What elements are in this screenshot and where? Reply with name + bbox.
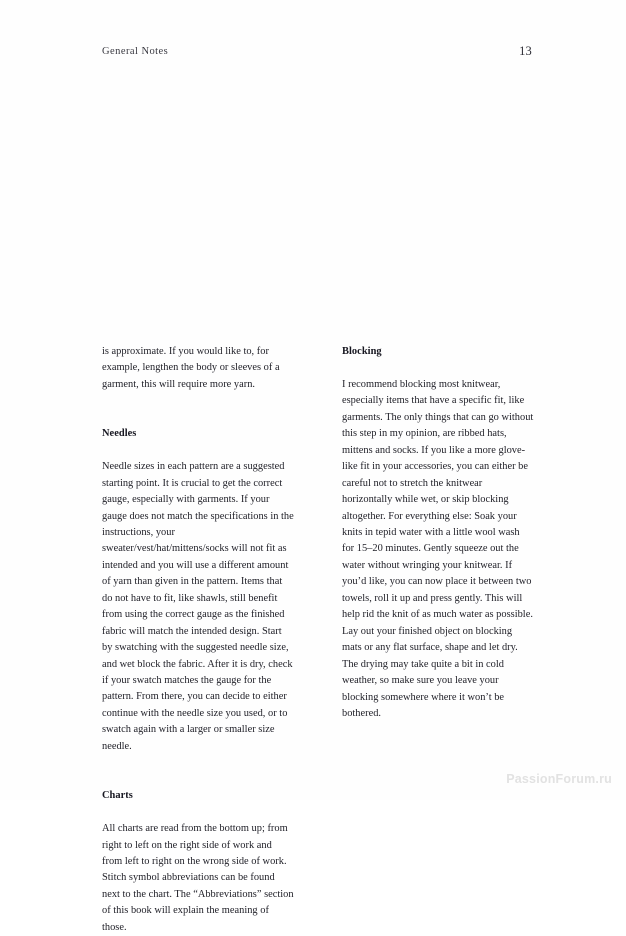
text-columns [102, 344, 534, 936]
section-heading-charts: Charts [102, 790, 133, 802]
section-body-needles: Needle sizes in each pattern are a suggested starting point. It is crucial to get the correct gauge, especially with garments. If your gauge does not match the specifications in the instructions, your sweater/vest/hat/mittens/socks will not fit as intended and you will use a different amount of yarn than given in the pattern. Items that do not have to fit, like shawls, still benefit from using the correct gauge as the finished fabric will match the intended design. Start by swatching with the suggested needle size, and wet block the fabric. After it is dry, check if your swatch matches the gauge for the pattern. From there, you can decide to either continue with the needle size you used, or to swatch again with a larger or smaller size needle. [102, 461, 294, 752]
column-right [342, 344, 534, 936]
section-heading-needles: Needles [102, 428, 137, 440]
column-left [102, 344, 294, 936]
running-head [102, 46, 532, 66]
section-heading-blocking: Blocking [342, 346, 382, 357]
page-number: 13 [519, 44, 532, 58]
watermark: PassionForum.ru [506, 772, 612, 786]
section-body-blocking: I recommend blocking most knitwear, especially items that have a specific fit, like garments. The only things that can go without this step in my opinion, are ribbed hats, mittens and socks. If you like a more glove-like fit in your accessories, you can either be careful not to stretch the knitwear horizontally while wet, or skip blocking altogether. For everything else: Soak your knits in tepid water with a little wool wash for 15–20 minutes. Gently squeeze out the water without wringing your knitwear. If you’d like, you can now place it between two towels, roll it up and press gently. This will help rid the knit of as much water as possible. Lay out your finished object on blocking mats or any flat surface, shape and let dry. The drying may take quite a bit in cold weather, so make sure you leave your blocking somewhere where it won’t be bothered. [342, 378, 534, 719]
running-head-title: General Notes [102, 46, 169, 57]
section-body-charts: All charts are read from the bottom up; from right to left on the right side of work and from left to right on the wrong side of work. Stitch symbol abbreviations can be found next to the chart. The “Abbreviations” section of this book will explain the meaning of those. [102, 823, 294, 933]
continued-paragraph: is approximate. If you would like to, for example, lengthen the body or sleeves of a garment, this will require more yarn. [102, 346, 280, 390]
